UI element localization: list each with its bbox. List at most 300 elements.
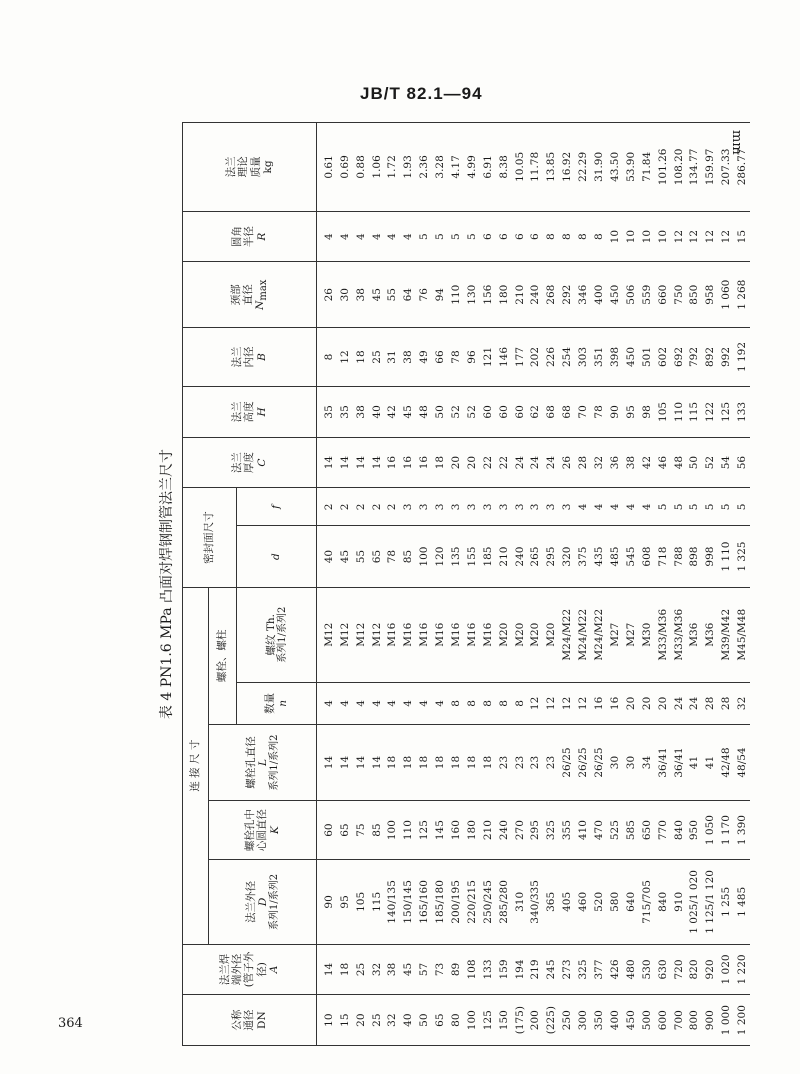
table-cell: 16: [400, 437, 416, 488]
table-row: [432, 123, 448, 1046]
table-cell: 788: [671, 526, 687, 587]
table-cell: 3: [528, 488, 544, 526]
header-b: 法兰 内径 B: [183, 327, 317, 386]
table-cell: 50: [416, 995, 432, 1046]
table-row: [448, 123, 464, 1046]
table-cell: 155: [464, 526, 480, 587]
table-cell: 346: [575, 262, 591, 327]
table-cell: 49: [416, 327, 432, 386]
table-cell: 18: [337, 944, 353, 995]
table-cell: 450: [623, 995, 639, 1046]
table-cell: 295: [528, 801, 544, 860]
table-cell: 910: [671, 860, 687, 944]
table-cell: 34: [639, 725, 655, 801]
table-row: [385, 123, 401, 1046]
table-cell: 14: [317, 725, 337, 801]
table-cell: 180: [464, 801, 480, 860]
table-cell: 1 268: [734, 262, 750, 327]
table-cell: 146: [496, 327, 512, 386]
table-cell: 24: [686, 682, 702, 724]
table-cell: 1 325: [734, 526, 750, 587]
table-cell: 898: [686, 526, 702, 587]
table-cell: 145: [432, 801, 448, 860]
table-row: [607, 123, 623, 1046]
table-cell: 1 390: [734, 801, 750, 860]
table-row: [623, 123, 639, 1046]
table-cell: 4: [416, 682, 432, 724]
table-cell: 41: [702, 725, 718, 801]
table-cell: 8: [591, 211, 607, 262]
table-cell: 45: [400, 387, 416, 438]
table-cell: 96: [464, 327, 480, 386]
table-cell: 1 220: [734, 944, 750, 995]
table-cell: 998: [702, 526, 718, 587]
table-cell: 4: [369, 211, 385, 262]
table-cell: 130: [464, 262, 480, 327]
table-cell: 310: [512, 860, 528, 944]
table-cell: 8: [448, 682, 464, 724]
table-cell: 159.97: [702, 123, 718, 212]
table-row: [575, 123, 591, 1046]
table-cell: 23: [496, 725, 512, 801]
table-cell: 715/705: [639, 860, 655, 944]
table-cell: 340/335: [528, 860, 544, 944]
table-cell: 4: [623, 488, 639, 526]
table-cell: 14: [317, 944, 337, 995]
table-cell: 10: [623, 211, 639, 262]
table-cell: 125: [480, 995, 496, 1046]
table-row: [639, 123, 655, 1046]
table-cell: 270: [512, 801, 528, 860]
table-cell: 31: [385, 327, 401, 386]
table-cell: 30: [607, 725, 623, 801]
table-cell: 10: [607, 211, 623, 262]
table-cell: 115: [369, 860, 385, 944]
header-seal-d: d: [237, 526, 317, 587]
table-cell: 38: [353, 387, 369, 438]
table-cell: M36: [702, 587, 718, 682]
table-cell: 292: [559, 262, 575, 327]
table-cell: 840: [655, 860, 671, 944]
table-cell: 400: [591, 262, 607, 327]
table-cell: 22: [496, 437, 512, 488]
table-cell: 240: [528, 262, 544, 327]
table-cell: 892: [702, 327, 718, 386]
table-cell: 65: [369, 526, 385, 587]
table-cell: 85: [400, 526, 416, 587]
table-cell: 580: [607, 860, 623, 944]
table-cell: 285/280: [496, 860, 512, 944]
table-cell: M30: [639, 587, 655, 682]
table-cell: 460: [575, 860, 591, 944]
header-weight: 法兰 理论 质量 kg: [183, 123, 317, 212]
table-cell: 15: [337, 995, 353, 1046]
table-cell: 295: [543, 526, 559, 587]
table-cell: 4: [337, 211, 353, 262]
table-cell: 4: [353, 211, 369, 262]
table-cell: 135: [448, 526, 464, 587]
table-cell: 24: [528, 437, 544, 488]
table-cell: 950: [686, 801, 702, 860]
table-cell: 16: [416, 437, 432, 488]
table-cell: 500: [639, 995, 655, 1046]
table-cell: 325: [543, 801, 559, 860]
table-body: [317, 123, 751, 1046]
table-cell: 10: [655, 211, 671, 262]
table-cell: 125: [416, 801, 432, 860]
table-cell: 20: [623, 682, 639, 724]
table-cell: 5: [671, 488, 687, 526]
table-cell: 8: [464, 682, 480, 724]
table-cell: 426: [607, 944, 623, 995]
table-cell: 3.28: [432, 123, 448, 212]
header-l: 螺栓孔直径 L 系列1/系列2: [209, 725, 317, 801]
table-cell: 1 255: [718, 860, 734, 944]
table-cell: 6: [496, 211, 512, 262]
table-cell: 8: [480, 682, 496, 724]
table-cell: 115: [686, 387, 702, 438]
table-cell: 4: [400, 211, 416, 262]
table-cell: 800: [686, 995, 702, 1046]
table-cell: 53.90: [623, 123, 639, 212]
table-cell: 38: [353, 262, 369, 327]
table-cell: M16: [400, 587, 416, 682]
table-cell: 0.69: [337, 123, 353, 212]
table-cell: 920: [702, 944, 718, 995]
header-th: 螺纹 Th. 系列1/系列2: [237, 587, 317, 682]
table-cell: 14: [337, 437, 353, 488]
table-cell: 1 025/1 020: [686, 860, 702, 944]
table-cell: 76: [416, 262, 432, 327]
header-h: 法兰 高度 H: [183, 387, 317, 438]
table-cell: 18: [464, 725, 480, 801]
table-cell: 18: [416, 725, 432, 801]
table-row: [337, 123, 353, 1046]
table-cell: 226: [543, 327, 559, 386]
table-row: [591, 123, 607, 1046]
table-cell: 12: [686, 211, 702, 262]
table-cell: 3: [400, 488, 416, 526]
table-cell: 23: [528, 725, 544, 801]
table-cell: 18: [448, 725, 464, 801]
table-cell: 375: [575, 526, 591, 587]
table-cell: 90: [607, 387, 623, 438]
table-cell: 22.29: [575, 123, 591, 212]
table-cell: 36: [607, 437, 623, 488]
table-cell: 42/48: [718, 725, 734, 801]
table-cell: 220/215: [464, 860, 480, 944]
table-cell: 26: [559, 437, 575, 488]
table-cell: 78: [385, 526, 401, 587]
table-cell: 43.50: [607, 123, 623, 212]
table-cell: 26: [317, 262, 337, 327]
header-k: 螺栓孔中 心圆直径 K: [209, 801, 317, 860]
table-cell: 18: [353, 327, 369, 386]
table-cell: 14: [317, 437, 337, 488]
table-cell: 365: [543, 860, 559, 944]
table-cell: M27: [623, 587, 639, 682]
table-cell: 26/25: [559, 725, 575, 801]
table-cell: 100: [385, 801, 401, 860]
table-cell: 4: [369, 682, 385, 724]
table-cell: 1.72: [385, 123, 401, 212]
table-cell: 8: [512, 682, 528, 724]
table-cell: 73: [432, 944, 448, 995]
table-cell: 20: [464, 437, 480, 488]
table-cell: 12: [671, 211, 687, 262]
table-cell: 22: [480, 437, 496, 488]
table-cell: M45/M48: [734, 587, 750, 682]
table-row: [543, 123, 559, 1046]
table-row: [686, 123, 702, 1046]
table-cell: 105: [353, 860, 369, 944]
table-cell: 18: [432, 437, 448, 488]
table-cell: 3: [496, 488, 512, 526]
table-cell: 4: [317, 682, 337, 724]
header-a: 法兰焊 端外径 (管子外径) A: [183, 944, 317, 995]
table-cell: 450: [623, 327, 639, 386]
table-cell: 3: [464, 488, 480, 526]
table-cell: 66: [432, 327, 448, 386]
table-cell: 40: [369, 387, 385, 438]
table-cell: 50: [432, 387, 448, 438]
table-cell: 150: [496, 995, 512, 1046]
table-cell: 700: [671, 995, 687, 1046]
table-cell: M20: [512, 587, 528, 682]
table-cell: 200: [528, 995, 544, 1046]
table-cell: 26/25: [591, 725, 607, 801]
table-cell: 108: [464, 944, 480, 995]
table-cell: 405: [559, 860, 575, 944]
table-cell: 31.90: [591, 123, 607, 212]
table-cell: 140/135: [385, 860, 401, 944]
table-cell: 1 020: [718, 944, 734, 995]
table-cell: 4: [607, 488, 623, 526]
table-cell: 630: [655, 944, 671, 995]
table-cell: 18: [400, 725, 416, 801]
table-cell: 35: [337, 387, 353, 438]
table-row: [317, 123, 337, 1046]
table-cell: 80: [448, 995, 464, 1046]
table-cell: 660: [655, 262, 671, 327]
table-cell: 792: [686, 327, 702, 386]
table-cell: 156: [480, 262, 496, 327]
table-cell: 245: [543, 944, 559, 995]
table-cell: 110: [448, 262, 464, 327]
table-cell: 8: [559, 211, 575, 262]
table-cell: 38: [385, 944, 401, 995]
table-cell: 62: [528, 387, 544, 438]
table-cell: 5: [702, 488, 718, 526]
table-cell: 640: [623, 860, 639, 944]
table-cell: 68: [543, 387, 559, 438]
table-cell: 95: [623, 387, 639, 438]
table-cell: 8: [543, 211, 559, 262]
table-cell: 900: [702, 995, 718, 1046]
table-cell: 2: [369, 488, 385, 526]
table-cell: M16: [385, 587, 401, 682]
table-cell: 958: [702, 262, 718, 327]
table-row: [718, 123, 734, 1046]
table-row: [480, 123, 496, 1046]
table-cell: 48: [671, 437, 687, 488]
table-cell: M12: [337, 587, 353, 682]
table-cell: 250/245: [480, 860, 496, 944]
table-cell: 1.93: [400, 123, 416, 212]
table-cell: 32: [369, 944, 385, 995]
table-cell: 480: [623, 944, 639, 995]
table-cell: 1 200: [734, 995, 750, 1046]
table-row: [559, 123, 575, 1046]
table-cell: 52: [464, 387, 480, 438]
standard-header: JB/T 82.1—94: [360, 84, 483, 103]
table-cell: 1 000: [718, 995, 734, 1046]
table-cell: 650: [639, 801, 655, 860]
table-cell: 20: [448, 437, 464, 488]
table-cell: M24/M22: [591, 587, 607, 682]
table-cell: M27: [607, 587, 623, 682]
table-cell: 4.17: [448, 123, 464, 212]
table-cell: 1 485: [734, 860, 750, 944]
table-cell: 134.77: [686, 123, 702, 212]
table-cell: 100: [416, 526, 432, 587]
table-cell: 16.92: [559, 123, 575, 212]
table-cell: 351: [591, 327, 607, 386]
table-cell: 6: [528, 211, 544, 262]
table-cell: 180: [496, 262, 512, 327]
table-cell: 398: [607, 327, 623, 386]
table-cell: 40: [317, 526, 337, 587]
table-cell: 50: [686, 437, 702, 488]
table-cell: 840: [671, 801, 687, 860]
table-cell: 28: [702, 682, 718, 724]
table-cell: 16: [607, 682, 623, 724]
table-cell: 70: [575, 387, 591, 438]
table-cell: 355: [559, 801, 575, 860]
table-cell: 185/180: [432, 860, 448, 944]
table-cell: 32: [385, 995, 401, 1046]
table-cell: 210: [512, 262, 528, 327]
table-cell: 12: [718, 211, 734, 262]
table-cell: 12: [528, 682, 544, 724]
table-cell: 105: [655, 387, 671, 438]
table-cell: 4: [575, 488, 591, 526]
table-cell: 23: [543, 725, 559, 801]
table-cell: 720: [671, 944, 687, 995]
table-cell: 10.05: [512, 123, 528, 212]
table-cell: M12: [369, 587, 385, 682]
table-cell: 42: [639, 437, 655, 488]
table-cell: 820: [686, 944, 702, 995]
table-cell: 133: [480, 944, 496, 995]
table-row: [353, 123, 369, 1046]
table-cell: 5: [655, 488, 671, 526]
header-r: 圆角 半径 R: [183, 211, 317, 262]
table-row: [400, 123, 416, 1046]
table-cell: 10: [317, 995, 337, 1046]
table-cell: 28: [575, 437, 591, 488]
table-cell: 450: [607, 262, 623, 327]
table-cell: 55: [353, 526, 369, 587]
table-cell: M33/M36: [671, 587, 687, 682]
table-cell: 48: [416, 387, 432, 438]
table-cell: 268: [543, 262, 559, 327]
table-cell: M12: [317, 587, 337, 682]
table-cell: 254: [559, 327, 575, 386]
table-cell: 325: [575, 944, 591, 995]
table-cell: M20: [528, 587, 544, 682]
table-cell: 470: [591, 801, 607, 860]
table-cell: 4: [400, 682, 416, 724]
table-cell: 11.78: [528, 123, 544, 212]
table-cell: 2: [317, 488, 337, 526]
table-cell: 240: [512, 526, 528, 587]
table-cell: 25: [353, 944, 369, 995]
table-cell: 38: [623, 437, 639, 488]
table-cell: 125: [718, 387, 734, 438]
table-cell: 608: [639, 526, 655, 587]
table-cell: 165/160: [416, 860, 432, 944]
table-cell: 23: [512, 725, 528, 801]
table-cell: 28: [718, 682, 734, 724]
table-cell: 3: [559, 488, 575, 526]
table-cell: 24: [512, 437, 528, 488]
table-cell: 85: [369, 801, 385, 860]
table-cell: 692: [671, 327, 687, 386]
table-cell: 32: [734, 682, 750, 724]
table-cell: 400: [607, 995, 623, 1046]
table-cell: 18: [385, 725, 401, 801]
table-cell: 25: [369, 327, 385, 386]
table-cell: 94: [432, 262, 448, 327]
table-cell: (225): [543, 995, 559, 1046]
table-cell: 45: [337, 526, 353, 587]
table-cell: 122: [702, 387, 718, 438]
table-cell: 26/25: [575, 725, 591, 801]
table-cell: 12: [337, 327, 353, 386]
table-cell: 750: [671, 262, 687, 327]
table-cell: 120: [432, 526, 448, 587]
table-cell: 286.77: [734, 123, 750, 212]
table-cell: 559: [639, 262, 655, 327]
table-cell: 48/54: [734, 725, 750, 801]
table-cell: 4: [385, 682, 401, 724]
table-cell: 60: [512, 387, 528, 438]
table-cell: 45: [369, 262, 385, 327]
table-caption: 表 4 PN1.6 MPa 凸面对焊钢制管法兰尺寸: [159, 448, 175, 720]
table-cell: 4: [639, 488, 655, 526]
table-cell: 545: [623, 526, 639, 587]
table-cell: 210: [496, 526, 512, 587]
rotated-table-block: [152, 122, 788, 1046]
table-cell: 5: [432, 211, 448, 262]
table-cell: M20: [543, 587, 559, 682]
table-cell: 65: [432, 995, 448, 1046]
table-cell: 14: [353, 725, 369, 801]
table-cell: 2: [385, 488, 401, 526]
table-cell: 0.88: [353, 123, 369, 212]
table-cell: 207.33: [718, 123, 734, 212]
table-cell: 2: [337, 488, 353, 526]
table-row: [734, 123, 750, 1046]
table-cell: 108.20: [671, 123, 687, 212]
table-cell: 75: [353, 801, 369, 860]
table-cell: 410: [575, 801, 591, 860]
table-cell: 435: [591, 526, 607, 587]
table-cell: 506: [623, 262, 639, 327]
table-cell: 95: [337, 860, 353, 944]
table-cell: 38: [400, 327, 416, 386]
